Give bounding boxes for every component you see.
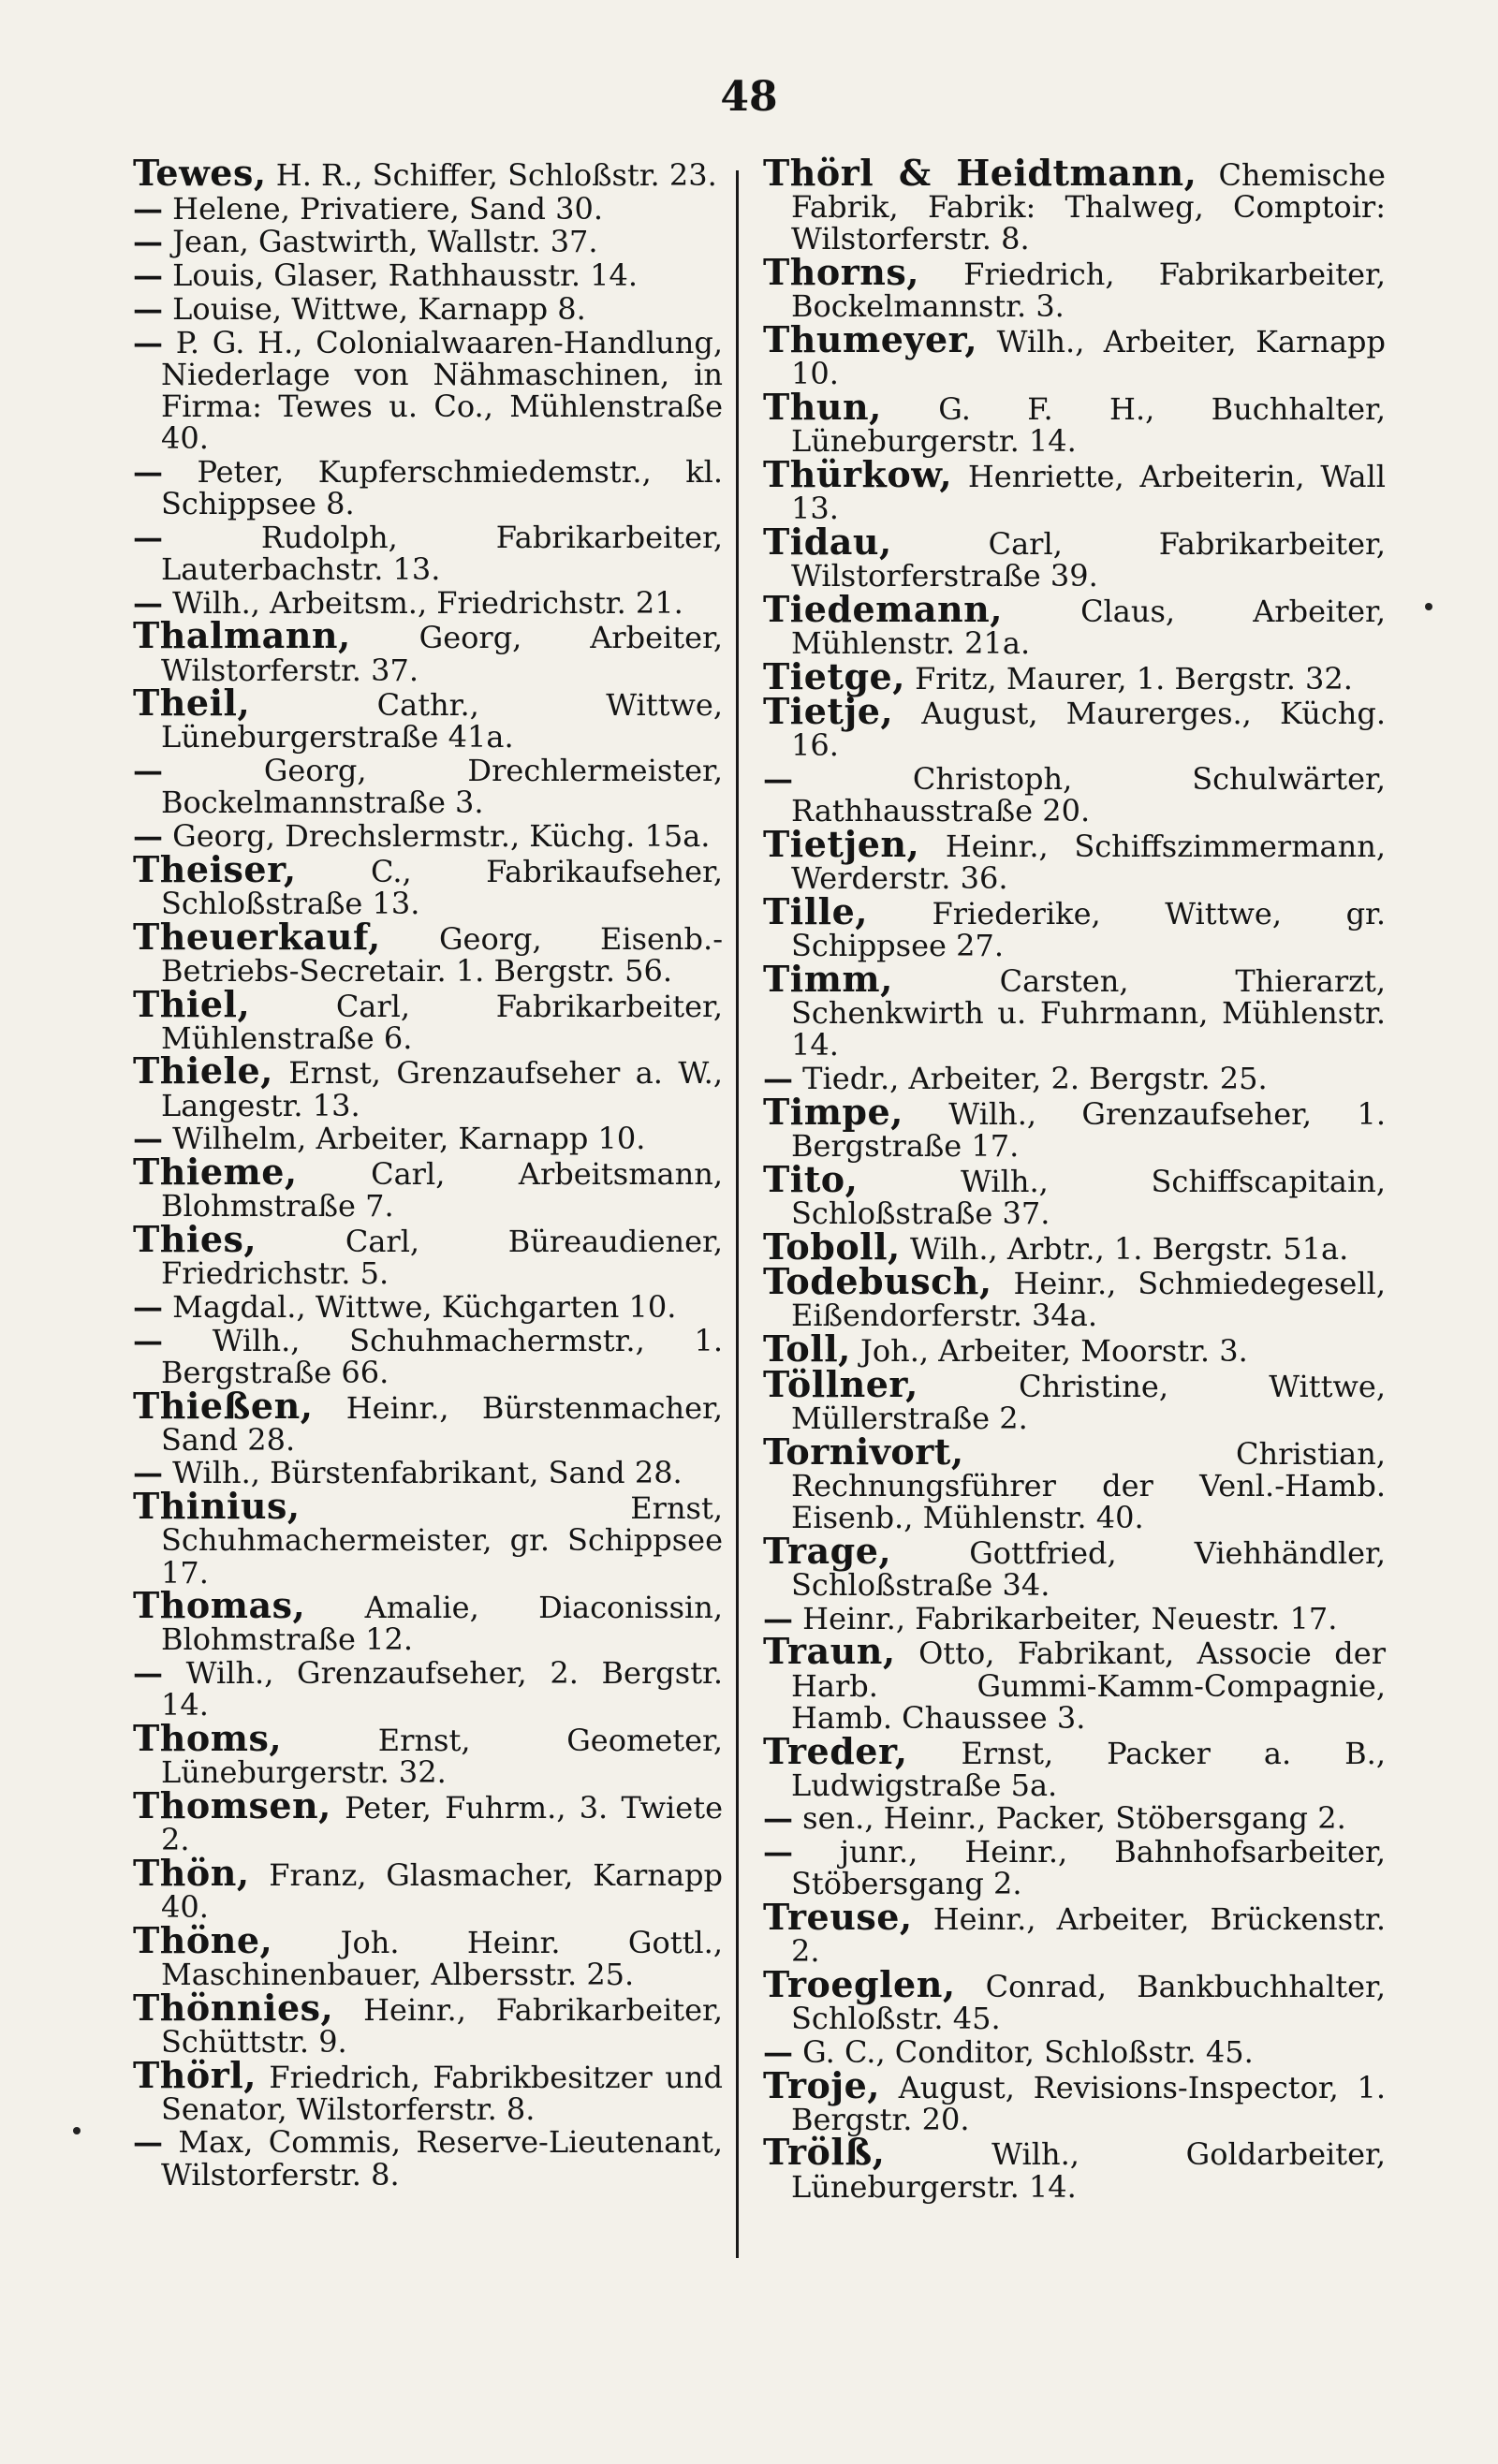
entry-details: Ernst, Packer a. B., Ludwigstraße 5a. [791,1735,1386,1803]
entry-details: Wilh., Schiffscapitain, Schloßstraße 37. [791,1163,1386,1231]
entry-details: Wilh., Schuhmachermstr., 1. Bergstraße 66. [161,1322,723,1390]
entry-details: Ernst, Geometer, Lüneburgerstr. 32. [161,1723,723,1791]
entry-surname: Thön, [133,1851,250,1894]
directory-entry [763,1962,1386,2037]
entry-details: Conrad, Bankbuchhalter, Schloßstr. 45. [791,1968,1386,2037]
directory-entry [763,1430,1386,1536]
entry-details: Louis, Glaser, Rathhausstr. 14. [163,257,639,294]
directory-entry [133,224,723,260]
entry-surname: Thiele, [133,1049,273,1093]
directory-entry [763,1362,1386,1437]
directory-entry [763,520,1386,594]
entry-surname: Thoms, [133,1717,283,1760]
entry-details: Carl, Büreaudiener, Friedrichstr. 5. [161,1224,723,1292]
repeat-dash: — [133,190,163,227]
directory-entry [763,763,1386,827]
directory-entry [133,614,723,688]
entry-details: Carl, Fabrikarbeiter, Mühlenstraße 6. [161,988,723,1056]
entry-surname: Tito, [763,1157,859,1200]
entry-details: Otto, Fabrikant, Associe der Harb. Gummi-Kamm-Compagnie, Hamb. Chaussee 3. [791,1635,1386,1736]
entry-surname: Traun, [763,1630,896,1673]
column-divider [736,170,739,2258]
entry-details: Peter, Fuhrm., 3. Twiete 2. [161,1789,723,1858]
repeat-dash: — [133,224,163,260]
entry-details: Heinr., Schmiedegesell, Eißendorferstr. 34a. [791,1266,1386,1334]
entry-details: P. G. H., Colonialwaaren-Handlung, Niederlage von Nähmaschinen, in Firma: Tewes u. Co., Mühlenstraße 40. [161,324,723,457]
directory-entry [763,889,1386,964]
entry-details: Wilh., Arbtr., 1. Bergstr. 51a. [900,1230,1349,1267]
directory-entry [133,1783,723,1858]
entry-surname: Troje, [763,2063,881,2106]
directory-entry [133,2053,723,2127]
directory-entry [133,1657,723,1721]
directory-entry [133,453,723,522]
entry-surname: Thun, [763,385,882,428]
entry-surname: Theuerkauf, [133,915,381,958]
entry-details: sen., Heinr., Packer, Stöbersgang 2. [793,1800,1346,1837]
repeat-dash: — [133,257,163,294]
entry-details: Heinr., Fabrikarbeiter, Neuestr. 17. [793,1600,1338,1636]
directory-entry [763,1834,1386,1902]
repeat-dash: — [133,1121,163,1157]
entry-surname: Tietje, [763,690,894,733]
entry-surname: Tornivort, [763,1430,964,1473]
entry-surname: Tewes, [133,152,267,194]
directory-entry [763,1157,1386,1231]
directory-entry [763,1896,1386,1970]
entry-details: Amalie, Diaconissin, Blohmstraße 12. [161,1590,723,1658]
directory-entry [133,521,723,585]
entry-surname: Thürkow, [763,452,953,495]
entry-surname: Tietjen, [763,823,920,866]
entry-details: Gottfried, Viehhändler, Schloßstraße 34. [791,1534,1386,1604]
directory-entry [763,587,1386,661]
directory-entry [763,690,1386,764]
entry-details: Friederike, Wittwe, gr. Schippsee 27. [791,895,1386,964]
entry-details: Tiedr., Arbeiter, 2. Bergstr. 25. [793,1060,1268,1096]
directory-entry [133,1485,723,1591]
directory-entry [133,1049,723,1123]
entry-details: Ernst, Schuhmachermeister, gr. Schippsee 17. [161,1490,723,1591]
entry-details: Claus, Arbeiter, Mühlenstr. 21a. [791,593,1386,661]
entry-surname: Theiser, [133,847,297,890]
repeat-dash: — [763,2033,793,2070]
repeat-dash: — [763,1834,793,1870]
entry-details: Magdal., Wittwe, Küchgarten 10. [163,1288,677,1325]
directory-entry [133,1918,723,1992]
entry-details: Friedrich, Fabrikbesitzer und Senator, Wilstorferstr. 8. [161,2059,723,2127]
directory-entry [133,1384,723,1458]
directory-entry [133,682,723,755]
entry-surname: Thumeyer, [763,318,978,361]
entry-details: H. R., Schiffer, Schloßstr. 23. [266,157,717,193]
repeat-dash: — [133,453,163,490]
right-entry-list [763,152,1386,2205]
entry-surname: Thalmann, [133,614,351,657]
directory-entry [133,2124,723,2193]
page-number: 48 [720,73,778,121]
directory-entry [133,1986,723,2060]
entry-details: Christine, Wittwe, Müllerstraße 2. [791,1368,1386,1437]
directory-entry [133,1717,723,1791]
entry-details: C., Fabrikaufseher, Schloßstraße 13. [161,853,723,921]
repeat-dash: — [133,753,163,789]
entry-surname: Thomas, [133,1584,306,1627]
entry-details: Wilh., Bürstenfabrikant, Sand 28. [163,1455,683,1491]
directory-entry [133,1151,723,1225]
entry-surname: Todebusch, [763,1260,992,1303]
entry-surname: Tidau, [763,520,892,563]
directory-entry [133,1851,723,1926]
entry-details: Carl, Arbeitsmann, Blohmstraße 7. [161,1156,723,1225]
entry-surname: Toboll, [763,1225,901,1268]
entry-surname: Thorns, [763,251,920,294]
left-column [133,152,723,2423]
entry-details: Chemische Fabrik, Fabrik: Thalweg, Comptoir: Wilstorferstr. 8. [791,157,1386,257]
entry-details: Rudolph, Fabrikarbeiter, Lauterbachstr. 13. [161,519,723,587]
directory-entry [763,1800,1386,1837]
entry-details: Carsten, Thierarzt, Schenkwirth u. Fuhrmann, Mühlenstr. 14. [791,962,1386,1063]
entry-details: Friedrich, Fabrikarbeiter, Bockelmannstr. 3. [791,257,1386,325]
entry-surname: Theil, [133,682,251,725]
entry-details: Georg, Eisenb.-Betriebs-Secretair. 1. Bergstr. 56. [161,920,723,989]
directory-entry [133,152,723,194]
entry-details: Wilh., Grenzaufseher, 2. Bergstr. 14. [161,1655,723,1723]
entry-surname: Thöne, [133,1918,273,1961]
entry-surname: Thieme, [133,1151,298,1194]
directory-entry [763,318,1386,392]
entry-surname: Thiel, [133,982,251,1025]
repeat-dash: — [133,818,163,855]
directory-entry [763,452,1386,527]
directory-entry [763,251,1386,325]
entry-details: Fritz, Maurer, 1. Bergstr. 32. [904,660,1353,697]
entry-details: Jean, Gastwirth, Wallstr. 37. [163,224,598,260]
directory-entry [133,190,723,227]
repeat-dash: — [133,1322,163,1358]
entry-details: Wilh., Arbeitsm., Friedrichstr. 21. [163,584,683,621]
directory-entry [763,1090,1386,1164]
entry-surname: Treder, [763,1729,908,1772]
entry-surname: Thies, [133,1218,257,1260]
entry-details: Henriette, Arbeiterin, Wall 13. [791,458,1386,527]
entry-surname: Thinius, [133,1485,301,1528]
directory-entry [133,1218,723,1292]
entry-surname: Thörl, [133,2053,257,2096]
directory-entry [763,385,1386,460]
entry-details: Heinr., Arbeiter, Brückenstr. 2. [791,1901,1386,1970]
entry-surname: Thießen, [133,1384,314,1427]
entry-details: Wilhelm, Arbeiter, Karnapp 10. [163,1121,646,1157]
directory-entry [763,1630,1386,1736]
repeat-dash: — [763,1600,793,1636]
ink-speck [1425,603,1432,610]
directory-entry [763,1529,1386,1604]
directory-entry [133,1584,723,1658]
entry-surname: Timpe, [763,1090,903,1133]
entry-details: Joh. Heinr. Gottl., Maschinenbauer, Albersstr. 25. [161,1924,723,1992]
repeat-dash: — [763,761,793,798]
directory-entry [763,1729,1386,1803]
entry-surname: Töllner, [763,1362,918,1405]
repeat-dash: — [133,290,163,327]
entry-details: Wilh., Goldarbeiter, Lüneburgerstr. 14. [791,2136,1386,2205]
repeat-dash: — [133,1288,163,1325]
entry-details: Peter, Kupferschmiedemstr., kl. Schippsee 8. [161,453,723,522]
repeat-dash: — [133,584,163,621]
directory-entry [133,982,723,1056]
directory-entry [763,152,1386,257]
repeat-dash: — [133,1655,163,1692]
right-column [763,152,1386,2423]
entry-details: Louise, Wittwe, Karnapp 8. [163,290,586,327]
repeat-dash: — [133,1455,163,1491]
entry-surname: Timm, [763,957,893,1000]
repeat-dash: — [763,1800,793,1837]
entry-details: junr., Heinr., Bahnhofsarbeiter, Stöbersgang 2. [791,1834,1386,1902]
entry-details: Ernst, Grenzaufseher a. W., Langestr. 13. [161,1055,723,1123]
entry-details: Helene, Privatiere, Sand 30. [163,190,604,227]
entry-details: Wilh., Grenzaufseher, 1. Bergstraße 17. [791,1095,1386,1164]
entry-details: Heinr., Fabrikarbeiter, Schüttstr. 9. [161,1991,723,2060]
entry-details: Georg, Drechlermeister, Bockelmannstraße 3. [161,753,723,821]
directory-entry [133,1288,723,1325]
entry-details: Franz, Glasmacher, Karnapp 40. [161,1856,723,1926]
directory-entry [133,257,723,294]
entry-surname: Thörl & Heidtmann, [763,152,1197,194]
repeat-dash: — [133,2124,163,2161]
entry-details: Joh., Arbeiter, Moorstr. 3. [850,1333,1248,1370]
entry-surname: Trölß, [763,2131,886,2174]
left-entry-list [133,152,723,2193]
entry-details: August, Maurerges., Küchg. 16. [791,696,1386,764]
entry-details: Georg, Drechslermstr., Küchg. 15a. [163,818,711,855]
directory-entry [133,1322,723,1390]
directory-entry [763,957,1386,1063]
entry-details: Heinr., Bürstenmacher, Sand 28. [161,1389,723,1458]
repeat-dash: — [133,519,163,555]
entry-surname: Troeglen, [763,1962,956,2005]
entry-details: Cathr., Wittwe, Lüneburgerstraße 41a. [161,687,723,755]
repeat-dash: — [763,1060,793,1096]
entry-details: August, Revisions-Inspector, 1. Bergstr. 20. [791,2069,1386,2137]
entry-surname: Trage, [763,1529,892,1572]
entry-surname: Thönnies, [133,1986,334,2029]
entry-surname: Tille, [763,889,868,932]
entry-details: G. F. H., Buchhalter, Lüneburgerstr. 14. [791,390,1386,460]
entry-details: Max, Commis, Reserve-Lieutenant, Wilstorferstr. 8. [161,2124,723,2193]
entry-details: Carl, Fabrikarbeiter, Wilstorferstraße 39. [791,525,1386,594]
directory-entry [763,2131,1386,2205]
entry-surname: Tiedemann, [763,587,1003,630]
directory-entry [133,847,723,921]
entry-details: Christian, Rechnungsführer der Venl.-Hamb. Eisenb., Mühlenstr. 40. [791,1435,1386,1536]
entry-details: Heinr., Schiffszimmermann, Werderstr. 36. [791,829,1386,897]
directory-entry [133,753,723,821]
entry-details: G. C., Conditor, Schloßstr. 45. [793,2033,1254,2070]
directory-entry [763,823,1386,897]
directory-entry [133,324,723,457]
entry-details: Christoph, Schulwärter, Rathhausstraße 20. [791,761,1386,829]
directory-entry [133,290,723,327]
directory-entry [763,1260,1386,1334]
directory-entry [763,2063,1386,2137]
entry-details: Wilh., Arbeiter, Karnapp 10. [791,324,1386,392]
entry-surname: Tietge, [763,654,905,697]
ink-speck [73,2127,81,2134]
entry-details: Georg, Arbeiter, Wilstorferstr. 37. [161,620,723,688]
entry-surname: Thomsen, [133,1783,331,1826]
directory-entry [133,915,723,989]
entry-surname: Treuse, [763,1896,913,1939]
entry-surname: Toll, [763,1327,851,1371]
repeat-dash: — [133,324,163,360]
